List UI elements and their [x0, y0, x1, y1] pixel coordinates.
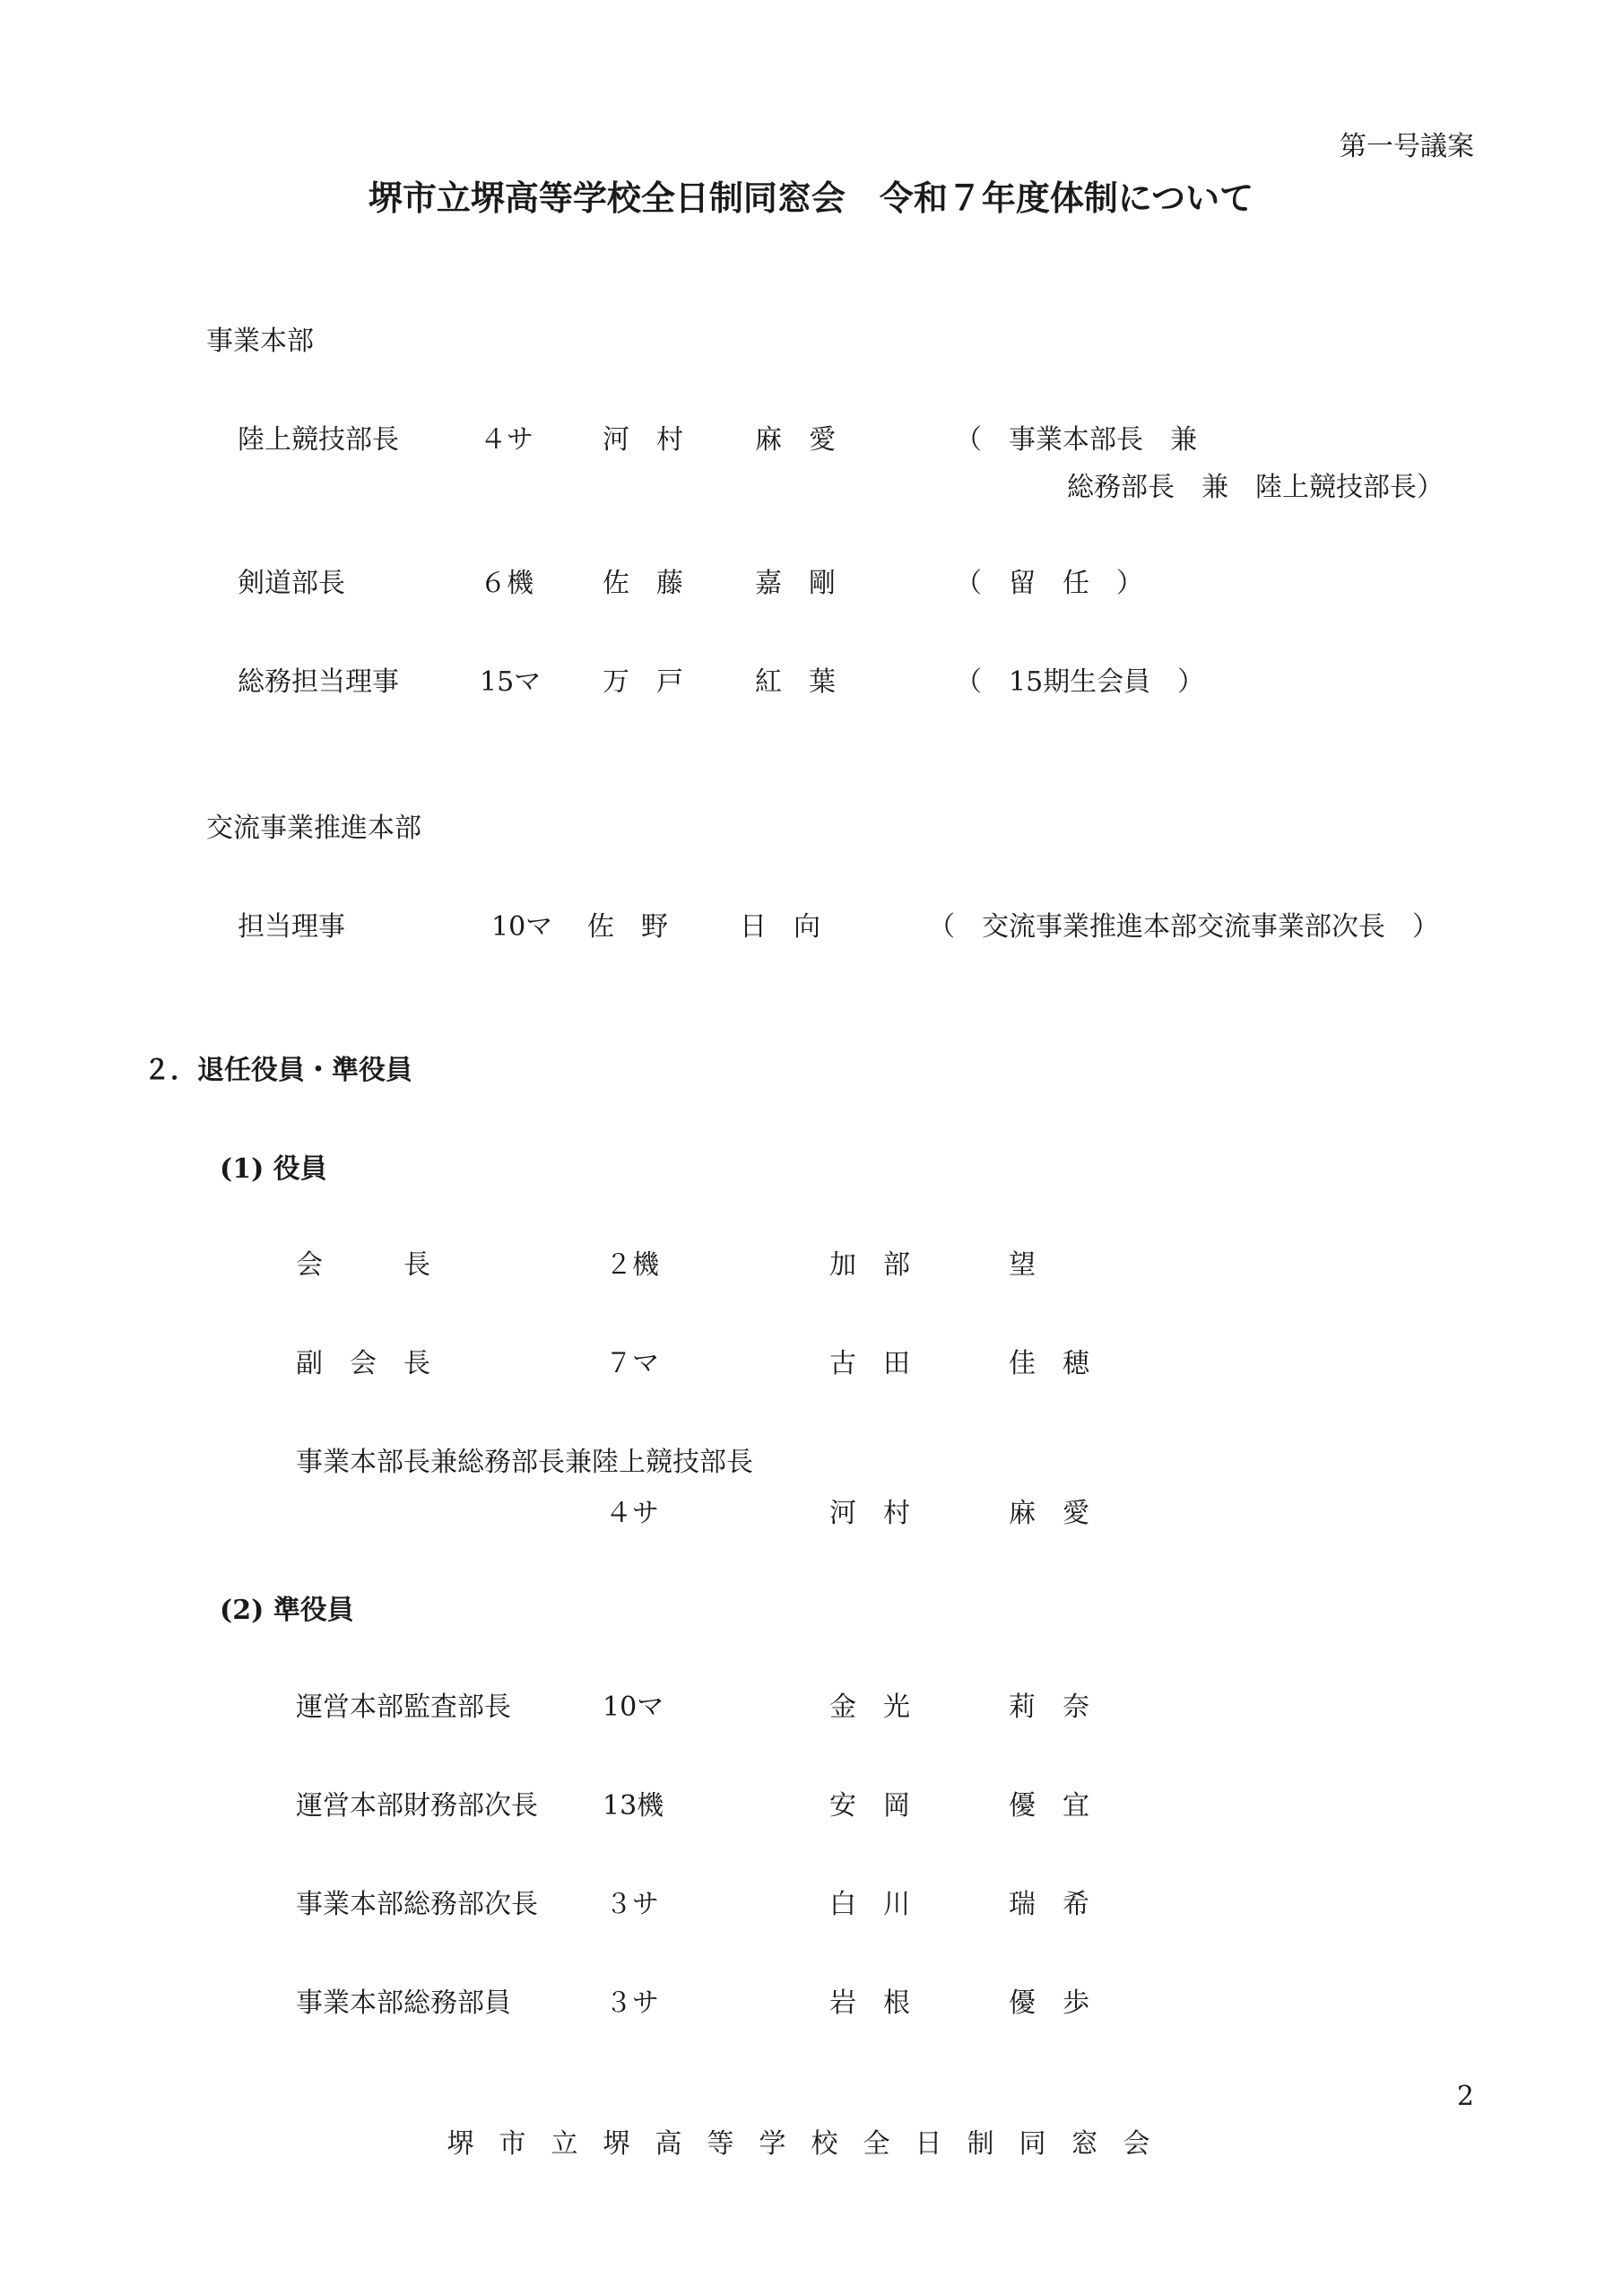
class: 10マ — [603, 1692, 664, 1723]
given-name: 望 — [1009, 1249, 1036, 1281]
given-name: 紅 葉 — [755, 666, 836, 698]
class: ６機 — [480, 568, 533, 599]
class: ４サ — [605, 1498, 659, 1529]
role: 陸上競技部長 — [238, 424, 399, 456]
given-name: 瑞 希 — [1009, 1889, 1089, 1920]
note: （ 留 任 ） — [955, 568, 1143, 599]
role: 会 長 — [296, 1249, 430, 1281]
surname: 河 村 — [829, 1498, 910, 1529]
surname: 安 岡 — [829, 1790, 910, 1822]
business-hq-heading: 事業本部 — [206, 326, 314, 357]
class: ７マ — [605, 1348, 659, 1379]
role: 事業本部長兼総務部長兼陸上競技部長 — [296, 1447, 753, 1478]
page-title: 堺市立堺高等学校全日制同窓会 令和７年度体制について — [368, 178, 1254, 218]
given-name: 莉 奈 — [1009, 1692, 1089, 1723]
class: ４サ — [480, 424, 533, 456]
note-line2: 総務部長 兼 陸上競技部長） — [1067, 472, 1444, 503]
page-number: 2 — [1456, 2081, 1474, 2112]
doc-number: 第一号議案 — [1340, 131, 1474, 162]
role: 事業本部総務部員 — [296, 1987, 511, 2019]
note: （ 15期生会員 ） — [955, 666, 1205, 698]
associates-heading: (2) 準役員 — [220, 1595, 354, 1626]
note: （ 事業本部長 兼 — [955, 424, 1197, 456]
surname: 佐 藤 — [603, 568, 683, 599]
given-name: 佳 穂 — [1009, 1348, 1089, 1379]
role: 運営本部財務部次長 — [296, 1790, 538, 1822]
role: 運営本部監査部長 — [296, 1692, 511, 1723]
given-name: 嘉 剛 — [755, 568, 836, 599]
footer-org-name: 堺市立堺高等学校全日制同窓会 — [447, 2128, 1175, 2160]
class: ３サ — [605, 1889, 659, 1920]
given-name: 日 向 — [740, 911, 820, 943]
officers-heading: (1) 役員 — [220, 1153, 327, 1185]
given-name: 麻 愛 — [1009, 1498, 1089, 1529]
surname: 佐 野 — [587, 911, 668, 943]
given-name: 優 歩 — [1009, 1987, 1089, 2019]
class: 15マ — [480, 666, 542, 698]
surname: 金 光 — [829, 1692, 910, 1723]
role: 総務担当理事 — [238, 666, 399, 698]
given-name: 優 宜 — [1009, 1790, 1089, 1822]
class: 13機 — [603, 1790, 664, 1822]
role: 副 会 長 — [296, 1348, 430, 1379]
note: （ 交流事業推進本部交流事業部次長 ） — [928, 911, 1439, 943]
surname: 古 田 — [829, 1348, 910, 1379]
class: ２機 — [605, 1249, 659, 1281]
surname: 岩 根 — [829, 1987, 910, 2019]
role: 担当理事 — [238, 911, 345, 943]
surname: 河 村 — [603, 424, 683, 456]
exchange-hq-heading: 交流事業推進本部 — [206, 813, 421, 844]
given-name: 麻 愛 — [755, 424, 836, 456]
surname: 万 戸 — [603, 666, 683, 698]
role: 事業本部総務部次長 — [296, 1889, 538, 1920]
surname: 加 部 — [829, 1249, 910, 1281]
class: 10マ — [491, 911, 553, 943]
section2-heading: ２．退任役員・準役員 — [143, 1055, 412, 1086]
role: 剣道部長 — [238, 568, 345, 599]
class: ３サ — [605, 1987, 659, 2019]
surname: 白 川 — [829, 1889, 910, 1920]
